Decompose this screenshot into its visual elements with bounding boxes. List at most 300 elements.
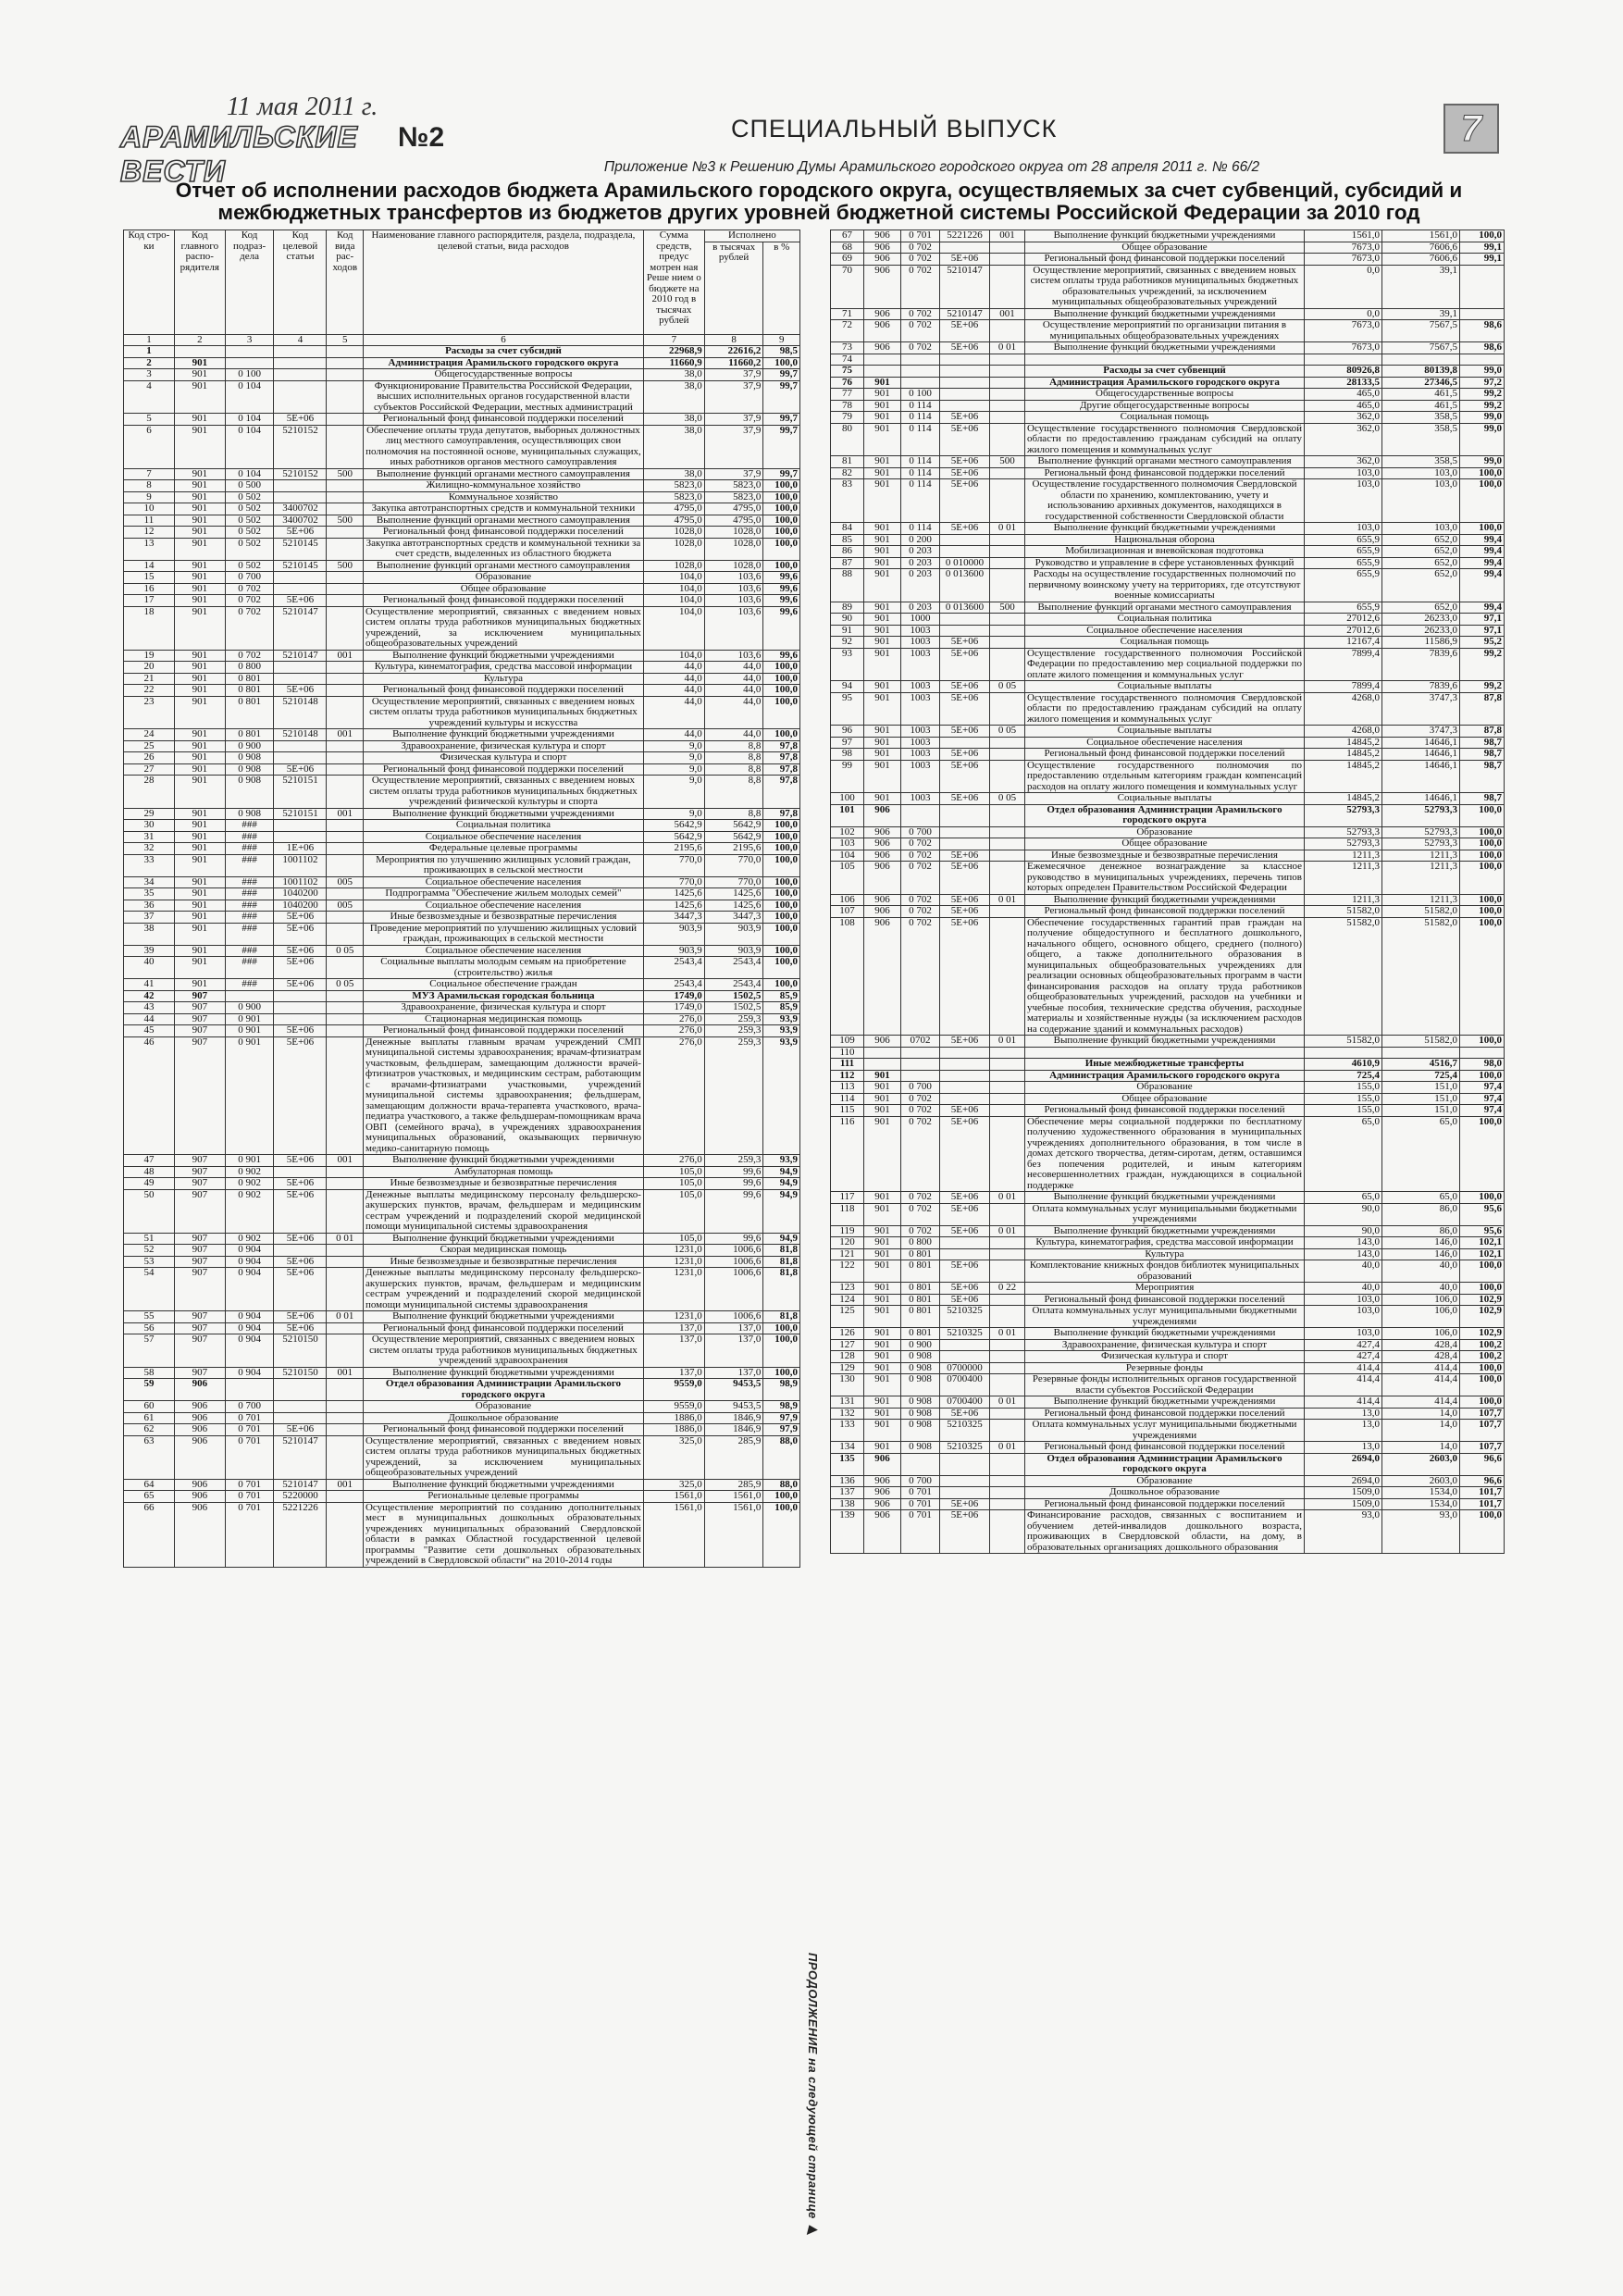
target-code-cell: 5E+06: [274, 1155, 327, 1167]
subsection-code-cell: 0 701: [225, 1424, 274, 1436]
subsection-code-cell: 0 908: [225, 752, 274, 764]
expense-type-cell: [990, 242, 1025, 254]
admin-code-cell: 901: [174, 538, 225, 560]
name-cell: Подпрограмма "Обеспечение жильем молодых семей": [363, 888, 643, 900]
table-row: [831, 1203, 1505, 1225]
executed-cell: 5642,9: [704, 831, 763, 843]
expense-table-left: [123, 230, 800, 1568]
percent-cell: 100,0: [763, 945, 800, 957]
target-code-cell: 5210147: [274, 1479, 327, 1491]
target-code-cell: [940, 366, 990, 378]
name-cell: Региональный фонд финансовой поддержки поселений: [1025, 1442, 1305, 1454]
expense-type-cell: [990, 389, 1025, 401]
expense-type-cell: [327, 491, 364, 503]
name-cell: Осуществление государственного полномочия по предоставлению отдельным категориям граждан компенсаций расходов на оплату жилого помещения и коммунальных услуг: [1025, 760, 1305, 793]
column-index-cell: 1: [124, 334, 175, 346]
target-code-cell: 5E+06: [940, 1510, 990, 1554]
expense-type-cell: [327, 369, 364, 381]
planned-cell: 276,0: [643, 1036, 704, 1155]
planned-cell: 14845,2: [1305, 737, 1382, 749]
planned-cell: 362,0: [1305, 412, 1382, 424]
name-cell: Оплата коммунальных услуг муниципальными бюджетными учреждениями: [1025, 1420, 1305, 1442]
name-cell: Социальное обеспечение населения: [363, 876, 643, 888]
name-cell: Отдел образования Администрации Арамильского городского округа: [1025, 804, 1305, 826]
admin-code-cell: 901: [864, 1283, 901, 1295]
row-code-cell: 73: [831, 342, 864, 354]
subsection-code-cell: 0 502: [225, 491, 274, 503]
target-code-cell: 5E+06: [940, 749, 990, 761]
subsection-code-cell: 0 702: [901, 265, 940, 308]
table-row: [831, 1475, 1505, 1487]
name-cell: Мобилизационная и вневойсковая подготовка: [1025, 546, 1305, 558]
percent-cell: 100,0: [1460, 862, 1505, 895]
subsection-code-cell: 0 114: [901, 467, 940, 479]
executed-cell: 4795,0: [704, 515, 763, 527]
admin-code-cell: 906: [864, 894, 901, 906]
target-code-cell: 5E+06: [940, 1116, 990, 1192]
row-code-cell: 82: [831, 467, 864, 479]
row-code-cell: 138: [831, 1498, 864, 1510]
subsection-code-cell: ###: [225, 912, 274, 924]
expense-type-cell: [990, 838, 1025, 850]
admin-code-cell: 901: [864, 737, 901, 749]
target-code-cell: 0700400: [940, 1374, 990, 1396]
target-code-cell: 5210147: [274, 606, 327, 650]
subsection-code-cell: 0 502: [225, 527, 274, 539]
table-row: [831, 614, 1505, 626]
subsection-code-cell: 0 902: [225, 1166, 274, 1178]
row-code-cell: 14: [124, 560, 175, 572]
percent-cell: 85,9: [763, 990, 800, 1002]
planned-cell: 5642,9: [643, 831, 704, 843]
name-cell: Иные межбюджетные трансферты: [1025, 1059, 1305, 1071]
planned-cell: 1231,0: [643, 1245, 704, 1257]
admin-code-cell: 901: [864, 534, 901, 546]
executed-cell: 652,0: [1382, 546, 1460, 558]
executed-cell: 106,0: [1382, 1328, 1460, 1340]
subsection-code-cell: 0 104: [225, 468, 274, 480]
executed-cell: 103,6: [704, 595, 763, 607]
table-row: [124, 979, 800, 991]
name-cell: Культура, кинематография, средства массовой информации: [363, 662, 643, 674]
target-code-cell: [274, 346, 327, 358]
subsection-code-cell: 0 702: [901, 308, 940, 320]
percent-cell: 99,7: [763, 425, 800, 468]
admin-code-cell: [174, 346, 225, 358]
percent-cell: 100,0: [763, 957, 800, 979]
target-code-cell: [940, 1453, 990, 1475]
expense-type-cell: [990, 1070, 1025, 1082]
name-cell: Социальная политика: [1025, 614, 1305, 626]
expense-type-cell: [327, 696, 364, 729]
executed-cell: 7839,6: [1382, 681, 1460, 693]
admin-code-cell: 901: [864, 1351, 901, 1363]
target-code-cell: [274, 1002, 327, 1014]
executed-cell: 461,5: [1382, 400, 1460, 412]
row-code-cell: 23: [124, 696, 175, 729]
target-code-cell: [274, 673, 327, 685]
name-cell: [1025, 1047, 1305, 1059]
admin-code-cell: 906: [174, 1401, 225, 1413]
percent-cell: 107,7: [1460, 1420, 1505, 1442]
row-code-cell: 123: [831, 1283, 864, 1295]
percent-cell: 93,9: [763, 1036, 800, 1155]
row-code-cell: 104: [831, 850, 864, 862]
admin-code-cell: 906: [864, 265, 901, 308]
row-code-cell: 95: [831, 692, 864, 726]
table-row: [831, 826, 1505, 838]
target-code-cell: 5E+06: [940, 1260, 990, 1283]
table-row: [124, 854, 800, 876]
admin-code-cell: 906: [864, 320, 901, 342]
expense-type-cell: [990, 366, 1025, 378]
name-cell: Амбулаторная помощь: [363, 1166, 643, 1178]
subsection-code-cell: 0 801: [901, 1248, 940, 1260]
percent-cell: 100,0: [1460, 467, 1505, 479]
planned-cell: 2543,4: [643, 957, 704, 979]
name-cell: Выполнение функций бюджетными учреждениями: [1025, 1396, 1305, 1409]
table-row: [831, 1351, 1505, 1363]
target-code-cell: 5E+06: [274, 945, 327, 957]
executed-cell: 652,0: [1382, 534, 1460, 546]
executed-cell: 5642,9: [704, 820, 763, 832]
target-code-cell: [274, 752, 327, 764]
executed-cell: 22616,2: [704, 346, 763, 358]
row-code-cell: 25: [124, 740, 175, 752]
percent-cell: 99,2: [1460, 400, 1505, 412]
planned-cell: 44,0: [643, 729, 704, 741]
table-row: [124, 808, 800, 820]
target-code-cell: [274, 1013, 327, 1025]
executed-cell: 4795,0: [704, 503, 763, 515]
table-row: [831, 726, 1505, 738]
executed-cell: 1561,0: [704, 1491, 763, 1503]
name-cell: Выполнение функций бюджетными учреждениями: [363, 1155, 643, 1167]
executed-cell: 8,8: [704, 776, 763, 809]
name-cell: Обеспечение государственных гарантий прав граждан на получение общедоступного и бесплатного дошкольного, начального общего, основного общего, среднего (полного) общего, а также дополнительного образования в муниципальных общеобразовательных учреждениях для реализации основных общеобразовательных программ в части финансирования расходов на оплату труда работников общеобразовательных учреждений, расходов на учебники и учебные пособия, технические средства обучения, расходные материалы и хозяйственные нужды (за исключением расходов на содержание зданий и коммунальных расходов): [1025, 917, 1305, 1036]
name-cell: Скорая медицинская помощь: [363, 1245, 643, 1257]
row-code-cell: 76: [831, 377, 864, 389]
target-code-cell: 5E+06: [940, 423, 990, 456]
expense-type-cell: [990, 862, 1025, 895]
table-row: [831, 602, 1505, 614]
subsection-code-cell: 0 114: [901, 412, 940, 424]
planned-cell: 4795,0: [643, 503, 704, 515]
expense-type-cell: [990, 1374, 1025, 1396]
percent-cell: 99,4: [1460, 602, 1505, 614]
admin-code-cell: 901: [174, 515, 225, 527]
target-code-cell: 5E+06: [274, 414, 327, 426]
table-row: [831, 737, 1505, 749]
subsection-code-cell: 0 702: [901, 320, 940, 342]
expense-type-cell: [327, 1322, 364, 1334]
executed-cell: 65,0: [1382, 1192, 1460, 1204]
subsection-code-cell: 0 114: [901, 523, 940, 535]
name-cell: Мероприятия по улучшению жилищных условий граждан, проживающих в сельской местности: [363, 854, 643, 876]
name-cell: Выполнение функций бюджетными учреждениями: [1025, 1328, 1305, 1340]
name-cell: Осуществление мероприятий, связанных с введением новых систем оплаты труда работников муниципальных бюджетных учреждений, за исключением муниципальных общеобразовательных учреждений: [363, 606, 643, 650]
planned-cell: 103,0: [1305, 523, 1382, 535]
planned-cell: [1305, 1047, 1382, 1059]
row-code-cell: 120: [831, 1237, 864, 1249]
target-code-cell: 5E+06: [940, 760, 990, 793]
row-code-cell: 11: [124, 515, 175, 527]
row-code-cell: 33: [124, 854, 175, 876]
expense-type-cell: [990, 1260, 1025, 1283]
name-cell: Выполнение функций бюджетными учреждениями: [363, 1311, 643, 1323]
percent-cell: 96,6: [1460, 1475, 1505, 1487]
row-code-cell: 121: [831, 1248, 864, 1260]
planned-cell: 28133,5: [1305, 377, 1382, 389]
table-row: [831, 534, 1505, 546]
row-code-cell: 122: [831, 1260, 864, 1283]
target-code-cell: [274, 990, 327, 1002]
subsection-code-cell: 0 801: [901, 1294, 940, 1306]
target-code-cell: 1040200: [274, 900, 327, 912]
subsection-code-cell: 0 801: [225, 696, 274, 729]
table-row: [831, 354, 1505, 366]
target-code-cell: 5E+06: [940, 917, 990, 1036]
expense-type-cell: [990, 826, 1025, 838]
percent-cell: 99,2: [1460, 681, 1505, 693]
header-planned: Сумма средств, предус мотрен ная Реше нием о бюджете на 2010 год в тысячах рублей: [643, 230, 704, 335]
expense-type-cell: [990, 1487, 1025, 1499]
subsection-code-cell: 0 114: [901, 479, 940, 523]
expense-type-cell: [990, 1294, 1025, 1306]
table-row: [124, 480, 800, 492]
table-row: [124, 572, 800, 584]
admin-code-cell: 901: [864, 1339, 901, 1351]
target-code-cell: [274, 491, 327, 503]
target-code-cell: 5E+06: [274, 1322, 327, 1334]
subsection-code-cell: 0 702: [901, 242, 940, 254]
target-code-cell: 5210152: [274, 425, 327, 468]
appendix-note: Приложение №3 к Решению Думы Арамильского городского округа от 28 апреля 2011 г. № 66/2: [603, 159, 1260, 175]
subsection-code-cell: 0 701: [225, 1502, 274, 1567]
table-row: [831, 749, 1505, 761]
expense-type-cell: [990, 1453, 1025, 1475]
percent-cell: 102,1: [1460, 1237, 1505, 1249]
percent-cell: [1460, 265, 1505, 308]
executed-cell: 1028,0: [704, 538, 763, 560]
continuation-note: ПРОДОЛЖЕНИЕ на следующей странице ▶: [806, 1953, 820, 2238]
planned-cell: 655,9: [1305, 602, 1382, 614]
target-code-cell: [940, 1237, 990, 1249]
planned-cell: 325,0: [643, 1435, 704, 1479]
executed-cell: 99,6: [704, 1233, 763, 1245]
subsection-code-cell: 0 502: [225, 515, 274, 527]
row-code-cell: 117: [831, 1192, 864, 1204]
subsection-code-cell: 0702: [901, 1036, 940, 1048]
expense-type-cell: [327, 583, 364, 595]
expense-type-cell: [327, 1334, 364, 1368]
percent-cell: 100,0: [763, 876, 800, 888]
table-row: [831, 546, 1505, 558]
target-code-cell: [274, 1166, 327, 1178]
target-code-cell: [940, 546, 990, 558]
table-row: [831, 1283, 1505, 1295]
subsection-code-cell: 0 701: [901, 1487, 940, 1499]
target-code-cell: 5E+06: [940, 793, 990, 805]
expense-type-cell: [327, 1268, 364, 1311]
name-cell: Дошкольное образование: [1025, 1487, 1305, 1499]
row-code-cell: 16: [124, 583, 175, 595]
percent-cell: 99,6: [763, 583, 800, 595]
expense-type-cell: 0 01: [990, 894, 1025, 906]
admin-code-cell: 901: [174, 414, 225, 426]
expense-type-cell: [990, 749, 1025, 761]
expense-type-cell: [990, 760, 1025, 793]
executed-cell: 11660,2: [704, 357, 763, 369]
subsection-code-cell: 0 900: [225, 740, 274, 752]
admin-code-cell: 901: [864, 760, 901, 793]
table-row: [831, 230, 1505, 242]
row-code-cell: 87: [831, 557, 864, 569]
percent-cell: 97,4: [1460, 1093, 1505, 1105]
table-row: [831, 850, 1505, 862]
planned-cell: 1231,0: [643, 1268, 704, 1311]
name-cell: Отдел образования Администрации Арамильского городского округа: [363, 1379, 643, 1401]
admin-code-cell: 906: [864, 826, 901, 838]
name-cell: Дошкольное образование: [363, 1412, 643, 1424]
subsection-code-cell: 1003: [901, 793, 940, 805]
row-code-cell: 34: [124, 876, 175, 888]
planned-cell: 7899,4: [1305, 648, 1382, 681]
subsection-code-cell: 0 908: [901, 1362, 940, 1374]
percent-cell: 100,0: [763, 480, 800, 492]
percent-cell: 97,8: [763, 808, 800, 820]
row-code-cell: 115: [831, 1105, 864, 1117]
name-cell: Региональный фонд финансовой поддержки поселений: [1025, 1294, 1305, 1306]
subsection-code-cell: 0 702: [901, 1116, 940, 1192]
admin-code-cell: 901: [864, 1105, 901, 1117]
expense-type-cell: 0 01: [327, 1311, 364, 1323]
name-cell: МУЗ Арамильская городская больница: [363, 990, 643, 1002]
table-row: [831, 1225, 1505, 1237]
planned-cell: 0,0: [1305, 308, 1382, 320]
percent-cell: 81,8: [763, 1256, 800, 1268]
expense-type-cell: [990, 692, 1025, 726]
table-row: [124, 538, 800, 560]
expense-type-cell: [327, 685, 364, 697]
executed-cell: 652,0: [1382, 557, 1460, 569]
percent-cell: 100,0: [763, 527, 800, 539]
executed-cell: 9453,5: [704, 1379, 763, 1401]
expense-type-cell: [327, 1401, 364, 1413]
target-code-cell: 5210147: [274, 650, 327, 662]
name-cell: Осуществление мероприятий, связанных с введением новых систем оплаты труда работников муниципальных бюджетных учреждений культуры и искусства: [363, 696, 643, 729]
subsection-code-cell: 0 900: [225, 1002, 274, 1014]
row-code-cell: 8: [124, 480, 175, 492]
subsection-code-cell: 0 901: [225, 1013, 274, 1025]
table-row: [831, 377, 1505, 389]
executed-cell: 44,0: [704, 673, 763, 685]
target-code-cell: 5210147: [940, 308, 990, 320]
planned-cell: 655,9: [1305, 546, 1382, 558]
row-code-cell: 32: [124, 843, 175, 855]
admin-code-cell: 906: [174, 1491, 225, 1503]
planned-cell: 38,0: [643, 414, 704, 426]
row-code-cell: 68: [831, 242, 864, 254]
planned-cell: 0,0: [1305, 265, 1382, 308]
name-cell: Физическая культура и спорт: [363, 752, 643, 764]
target-code-cell: [940, 534, 990, 546]
table-row: [831, 265, 1505, 308]
table-row: [124, 662, 800, 674]
table-row: [124, 1025, 800, 1037]
table-row: [831, 1442, 1505, 1454]
expense-type-cell: [327, 662, 364, 674]
planned-cell: 104,0: [643, 572, 704, 584]
table-row: [831, 320, 1505, 342]
planned-cell: 93,0: [1305, 1510, 1382, 1554]
subsection-code-cell: [901, 1070, 940, 1082]
subsection-code-cell: 0 700: [901, 1475, 940, 1487]
row-code-cell: 118: [831, 1203, 864, 1225]
column-index-cell: 7: [643, 334, 704, 346]
admin-code-cell: 906: [174, 1502, 225, 1567]
masthead: [120, 93, 445, 188]
expense-type-cell: 0 05: [990, 726, 1025, 738]
executed-cell: 285,9: [704, 1435, 763, 1479]
row-code-cell: 137: [831, 1487, 864, 1499]
target-code-cell: 5E+06: [940, 726, 990, 738]
executed-cell: 903,9: [704, 945, 763, 957]
percent-cell: 97,4: [1460, 1082, 1505, 1094]
executed-cell: 106,0: [1382, 1306, 1460, 1328]
subsection-code-cell: [225, 346, 274, 358]
planned-cell: 103,0: [1305, 1328, 1382, 1340]
percent-cell: 102,9: [1460, 1306, 1505, 1328]
row-code-cell: 92: [831, 637, 864, 649]
newspaper-logo: АРАМИЛЬСКИЕ ВЕСТИ: [120, 120, 358, 188]
target-code-cell: 5E+06: [940, 467, 990, 479]
admin-code-cell: 906: [174, 1412, 225, 1424]
name-cell: Региональный фонд финансовой поддержки поселений: [363, 527, 643, 539]
expense-type-cell: [327, 572, 364, 584]
executed-cell: 1006,6: [704, 1256, 763, 1268]
executed-cell: 44,0: [704, 685, 763, 697]
table-row: [831, 400, 1505, 412]
column-index-cell: 3: [225, 334, 274, 346]
admin-code-cell: 901: [864, 456, 901, 468]
planned-cell: 105,0: [643, 1189, 704, 1233]
subsection-code-cell: 0 104: [225, 425, 274, 468]
table-row: [124, 425, 800, 468]
subsection-code-cell: 0 203: [901, 569, 940, 602]
row-code-cell: 37: [124, 912, 175, 924]
admin-code-cell: 901: [174, 491, 225, 503]
planned-cell: 1211,3: [1305, 862, 1382, 895]
subsection-code-cell: [901, 1453, 940, 1475]
expense-type-cell: [990, 534, 1025, 546]
expense-type-cell: [990, 648, 1025, 681]
admin-code-cell: 906: [864, 1036, 901, 1048]
row-code-cell: 111: [831, 1059, 864, 1071]
target-code-cell: [274, 380, 327, 414]
subsection-code-cell: 0 203: [901, 602, 940, 614]
row-code-cell: 106: [831, 894, 864, 906]
target-code-cell: 5E+06: [940, 906, 990, 918]
planned-cell: 7673,0: [1305, 254, 1382, 266]
admin-code-cell: 901: [174, 957, 225, 979]
executed-cell: 652,0: [1382, 602, 1460, 614]
admin-code-cell: 901: [864, 726, 901, 738]
row-code-cell: 128: [831, 1351, 864, 1363]
subsection-code-cell: 0 702: [901, 342, 940, 354]
percent-cell: 100,0: [1460, 1283, 1505, 1295]
name-cell: Культура, кинематография, средства массовой информации: [1025, 1237, 1305, 1249]
